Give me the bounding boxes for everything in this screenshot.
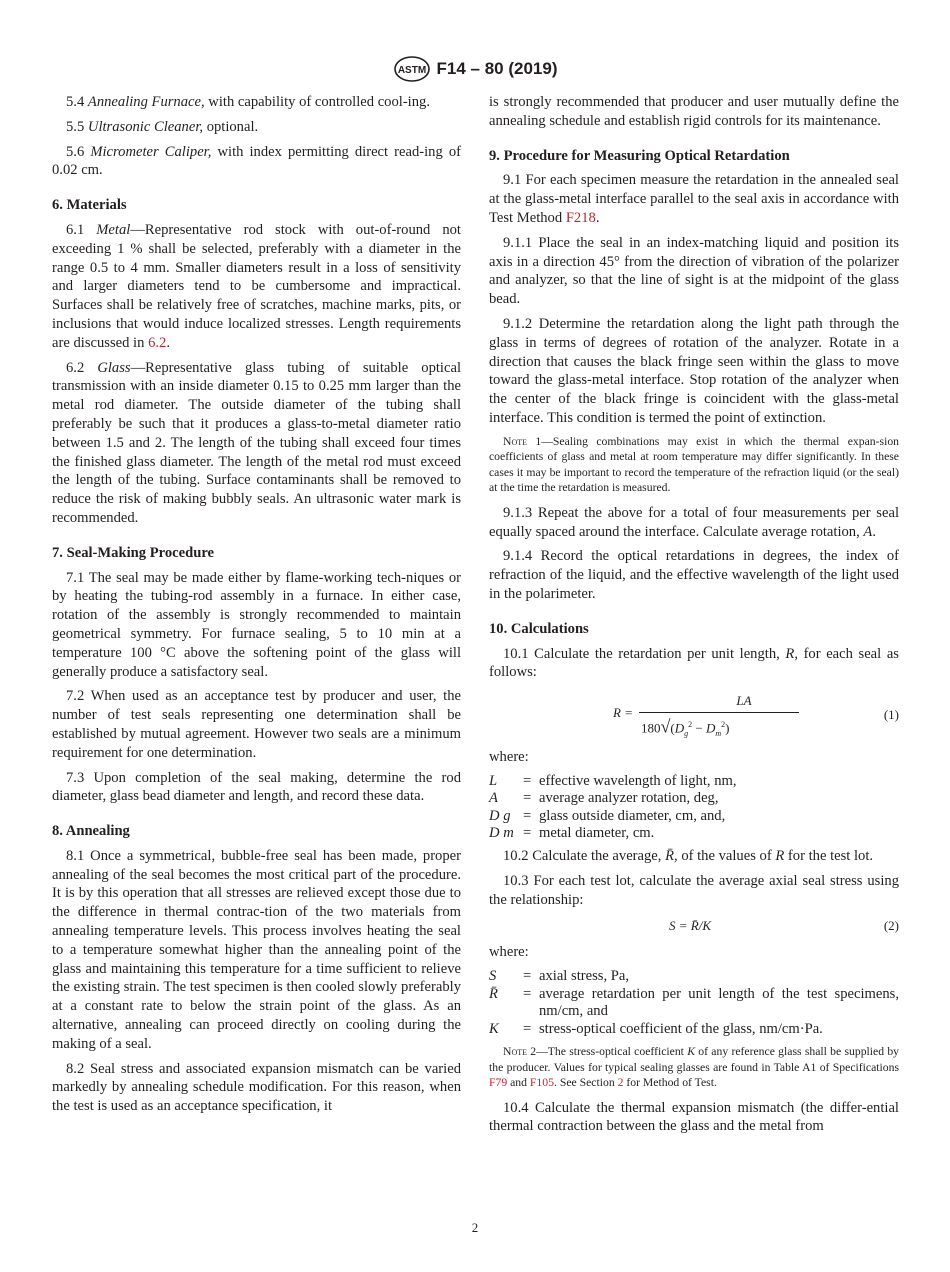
- link-f79[interactable]: F79: [489, 1076, 508, 1090]
- link-6-2[interactable]: 6.2: [148, 334, 167, 351]
- equation-2-expression: S = R̄/K: [669, 918, 711, 934]
- equation-1-denominator: $180√(D_g^2 - D_m^2)$: [641, 716, 730, 739]
- section-6-heading: 6. Materials: [52, 197, 127, 214]
- square-root-icon: √: [660, 716, 671, 737]
- right-column: [489, 93, 899, 1142]
- paragraph-5-4: 5.4 Annealing Furnace, with capability of controlled cool-ing.: [66, 94, 430, 110]
- paragraph-7-2: 7.2 When used as an acceptance test by producer and user, the number of test seals representing one determination shall be established by mutual agreement. However two seals are a minimum requirement for one determination.: [52, 688, 461, 761]
- where-label-1: where:: [489, 749, 529, 766]
- svg-text:ASTM: ASTM: [397, 65, 426, 76]
- page-number: 2: [471, 1220, 479, 1235]
- equation-1-lhs: R =: [613, 705, 633, 721]
- paragraph-9-1: 9.1 For each specimen measure the retardation in the annealed seal at the glass-metal interface parallel to the seal axis in accordance with Test Method F218.: [489, 172, 899, 226]
- paragraph-8-2: 8.2 Seal stress and associated expansion mismatch can be varied markedly by annealing schedule modification. For this reason, when the test is used as an acceptance specification, it: [52, 1060, 461, 1115]
- paragraph-10-3: 10.3 For each test lot, calculate the average axial seal stress using the relationship:: [489, 872, 899, 908]
- definition-row: S = axial stress, Pa,: [489, 968, 629, 985]
- section-9-heading: 9. Procedure for Measuring Optical Retardation: [489, 147, 790, 164]
- document-designation: F14 – 80 (2019): [436, 59, 558, 78]
- definition-row: L = effective wavelength of light, nm,: [489, 772, 737, 789]
- section-10-heading: 10. Calculations: [489, 620, 589, 637]
- paragraph-10-1: 10.1 Calculate the retardation per unit length, R, for each seal as follows:: [489, 645, 899, 681]
- astm-logo-icon: [393, 56, 431, 82]
- equation-2-number: (2): [883, 918, 899, 934]
- paragraph-9-1-2: 9.1.2 Determine the retardation along the light path through the glass in terms of degrees of rotation of the analyzer. Rotate in a direction that causes the black fringe seen within the glass to move toward the glass-metal interface. Stop rotation of the analyzer when the center of the black fringe is coincident with the glass-metal interface. This condition is termed the point of extinction.: [489, 315, 899, 426]
- paragraph-7-1: 7.1 The seal may be made either by flame-working tech-niques or by heating the tubing-rod assembly in a furnace. In either case, rotation of the assembly is strongly recommended to maintain geometrical symmetry. For furnace sealing, 5 to 10 min at a temperature 100 °C above the softening point of the glass will generally produce a satisfactory seal.: [52, 569, 461, 680]
- note-2: Note 2—The stress-optical coefficient K of any reference glass shall be supplied by the producer. Values for typical sealing glasses are found in Table A1 of Specifications F79 and F105. See Section 2 for Method of Test.: [489, 1045, 900, 1090]
- paragraph-8-1: 8.1 Once a symmetrical, bubble-free seal has been made, proper annealing of the seal becomes the most critical part of the procedure. It is by this operation that all stresses are relieved except those due to the difference in thermal contrac-tion of the two materials from annealing temperature levels. This process involves heating the seal to a temperature somewhat higher than the annealing point of the glass and maintaining this temperature for a time sufficient to relieve the existing strain. The test specimen is then cooled slowly preferably at a constant rate to below the strain point of the glass. As an alternative, annealing can proceed directly on cooling during the making of a seal.: [52, 847, 461, 1052]
- definition-row: R̄ = average retardation per unit length of the test specimens, nm/cm, and: [489, 985, 899, 1020]
- section-8-heading: 8. Annealing: [52, 823, 130, 840]
- left-column: [52, 93, 461, 1122]
- paragraph-9-1-3: 9.1.3 Repeat the above for a total of four measurements per seal equally spaced around the interface. Calculate average rotation, A.: [489, 504, 899, 540]
- paragraph-8-2-continued: is strongly recommended that producer and user mutually define the annealing schedule and establish rigid controls for its maintenance.: [489, 94, 899, 129]
- definition-row: A = average analyzer rotation, deg,: [489, 790, 719, 807]
- definition-row: D m = metal diameter, cm.: [489, 825, 655, 842]
- equation-1-number: (1): [883, 707, 899, 723]
- page-header: [0, 56, 950, 82]
- definitions-2: [489, 968, 899, 1038]
- link-section-2[interactable]: 2: [617, 1076, 624, 1090]
- link-f105[interactable]: F105: [529, 1076, 554, 1090]
- definition-row: D g = glass outside diameter, cm, and,: [489, 807, 726, 824]
- paragraph-7-3: 7.3 Upon completion of the seal making, determine the rod diameter, glass bead diameter and length, and record these data.: [52, 769, 461, 805]
- equation-1-numerator: LA: [736, 693, 752, 709]
- link-f218[interactable]: F218: [565, 209, 596, 226]
- fraction-line: [639, 712, 799, 713]
- note-1: Note 1—Sealing combinations may exist in which the thermal expan-sion coefficients of glass and metal at room temperature may differ significantly. In these cases it may be important to record the temperature of the refraction liquid (or the seal) at the time the retardation is measured.: [489, 434, 900, 495]
- definitions-1: [489, 773, 899, 843]
- paragraph-6-1: 6.1 Metal—Representative rod stock with out-of-round not exceeding 1 % shall be selected, preferably with a diameter in the range 0.5 to 4 mm. Smaller diameters result in a loss of sensitivity and larger diameters tend to be cumbersome and impractical. Surfaces shall be relatively free of scratches, machine marks, pits, or inclusions that would induce localized stresses. Length requirements are discussed in 6.2.: [52, 221, 461, 351]
- where-label-2: where:: [489, 944, 529, 961]
- equation-2: [489, 915, 899, 937]
- paragraph-9-1-4: 9.1.4 Record the optical retardations in degrees, the index of refraction of the liquid, and the effective wavelength of the light used in the polarimeter.: [489, 548, 899, 602]
- paragraph-9-1-1: 9.1.1 Place the seal in an index-matching liquid and position its axis in a direction 45° from the direction of vibration of the polarizer and analyzer, so that the line of sight is at the midpoint of the glass bead.: [489, 234, 899, 308]
- paragraph-5-6: 5.6 Micrometer Caliper, with index permitting direct read-ing of 0.02 cm.: [52, 143, 462, 179]
- section-7-heading: 7. Seal-Making Procedure: [52, 544, 215, 561]
- equation-1: [489, 692, 899, 739]
- paragraph-6-2: 6.2 Glass—Representative glass tubing of suitable optical transmission with an inside diameter 0.15 to 0.25 mm larger than the metal rod diameter. The outside diameter of the tubing shall preferably be such that it produces a glass-to-metal diameter ratio between 1.5 and 2. The length of the tubing shall exceed four times the finished glass diameter. The length of the metal rod must exceed the length of the tubing. Surface contaminants shall be removed to reduce the risk of making bubbly seals. An ultrasonic water mark is recommended.: [52, 359, 461, 526]
- definition-row: K = stress-optical coefficient of the glass, nm/cm·Pa.: [489, 1020, 823, 1037]
- paragraph-5-5: 5.5 Ultrasonic Cleaner, optional.: [66, 118, 259, 135]
- paragraph-10-2: 10.2 Calculate the average, R̄, of the values of R for the test lot.: [503, 847, 874, 864]
- paragraph-10-4: 10.4 Calculate the thermal expansion mismatch (the differ-ential thermal contraction between the glass and the metal from: [489, 1099, 899, 1135]
